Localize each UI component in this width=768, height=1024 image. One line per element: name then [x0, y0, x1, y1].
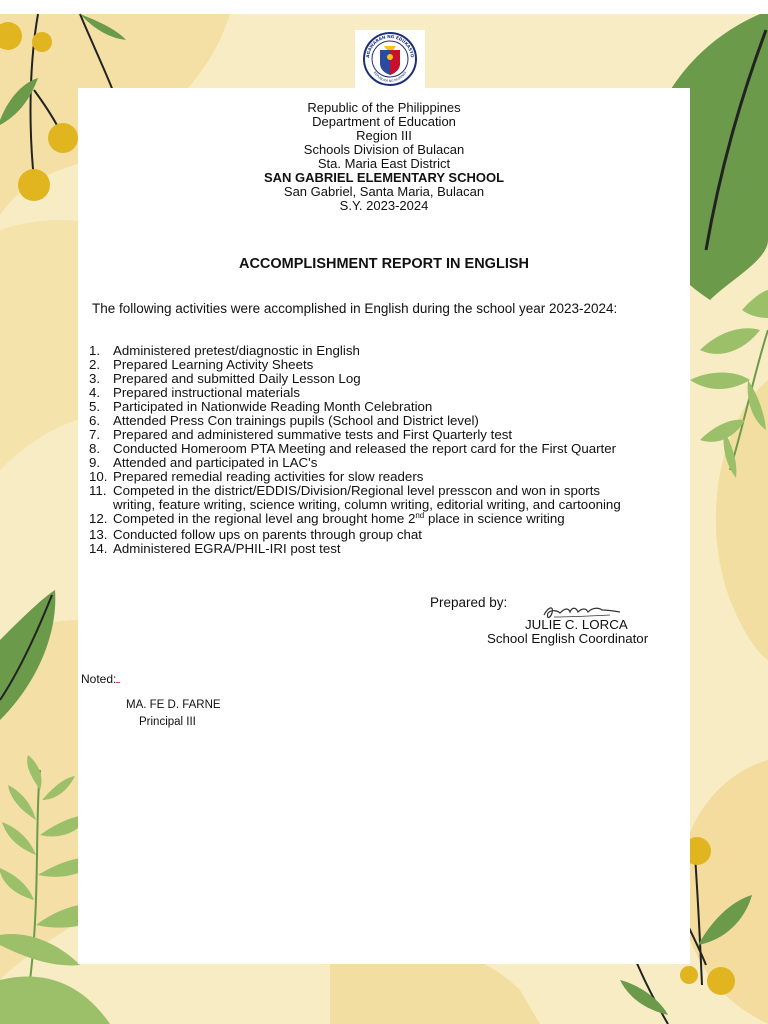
list-item: [89, 372, 709, 386]
list-item-number: 6.: [89, 413, 101, 428]
leaf-bottom-left-big: [0, 976, 110, 1024]
list-item: [89, 528, 709, 542]
accomplishment-list: [89, 344, 709, 556]
list-item: [89, 470, 709, 484]
list-item-number: 13.: [89, 527, 108, 542]
list-item-text: Prepared remedial reading activities for slow readers: [113, 469, 424, 484]
list-item-text: Competed in the district/EDDIS/Division/Regional level presscon and won in sports: [113, 483, 601, 498]
list-item: [89, 484, 709, 498]
school-year: S.Y. 2023-2024: [339, 198, 429, 213]
list-item: [89, 512, 709, 528]
header-line-division: Schools Division of Bulacan: [303, 142, 465, 157]
list-item-number: 5.: [89, 399, 101, 414]
list-item-text: Conducted Homeroom PTA Meeting and released the report card for the First Quarter: [113, 441, 617, 456]
list-item: [89, 344, 709, 358]
list-item-number: 11.: [89, 483, 107, 498]
list-item-number: 3.: [89, 371, 101, 386]
list-item: [89, 414, 709, 428]
deped-seal-icon: [355, 30, 425, 88]
list-item-text: writing, feature writing, science writing, column writing, editorial writing, and cartooning: [113, 497, 621, 512]
noted-label-text: Noted:: [81, 672, 117, 686]
leaf-bottom-right-2: [620, 980, 668, 1015]
list-item: [89, 400, 709, 414]
list-item: [89, 428, 709, 442]
list-item-number: 2.: [89, 357, 101, 372]
noted-underline: [116, 672, 120, 683]
prepared-by-name: JULIE C. LORCA: [525, 617, 628, 632]
header-line-region: Region III: [356, 128, 412, 143]
deped-seal: [355, 30, 425, 88]
list-item: [89, 358, 709, 372]
header-line-department: Department of Education: [312, 114, 456, 129]
prepared-by-position: School English Coordinator: [487, 631, 649, 646]
school-name: SAN GABRIEL ELEMENTARY SCHOOL: [263, 170, 505, 185]
list-item-number: 1.: [89, 343, 101, 358]
list-item: [89, 442, 709, 456]
list-item-text-before: Competed in the regional level ang brought home 2: [113, 511, 416, 526]
list-item-text: Conducted follow ups on parents through group chat: [113, 527, 422, 542]
header-line-district: Sta. Maria East District: [317, 156, 451, 171]
report-title: ACCOMPLISHMENT REPORT IN ENGLISH: [238, 256, 529, 272]
list-item-number: [89, 498, 113, 512]
list-item-text: Attended and participated in LAC's: [113, 455, 318, 470]
prepared-by-label: Prepared by:: [430, 595, 508, 610]
list-item-number: 10.: [89, 469, 108, 484]
list-item-number: 12.: [89, 511, 108, 526]
list-item: [89, 456, 709, 470]
list-item-text-after: place in science writing: [424, 511, 565, 526]
list-item-continuation: [89, 498, 709, 512]
list-item-text: Participated in Nationwide Reading Month Celebration: [113, 399, 433, 414]
berry-10: [707, 967, 735, 995]
header-line-republic: Republic of the Philippines: [307, 100, 461, 115]
list-item-number: 8.: [89, 441, 101, 456]
ordinal-superscript: nd: [415, 511, 425, 520]
leaf-right-2: [700, 328, 760, 354]
list-item-text: Administered EGRA/PHIL-IRI post test: [113, 541, 341, 556]
list-item-text: Prepared and administered summative tests and First Quarterly test: [113, 427, 513, 442]
list-item-text: Attended Press Con trainings pupils (School and District level): [113, 413, 479, 428]
list-item-text: Administered pretest/diagnostic in English: [113, 343, 360, 358]
list-item-text: [113, 512, 565, 528]
noted-label: [81, 672, 120, 686]
list-item-number: 7.: [89, 427, 101, 442]
berry-2: [32, 32, 52, 52]
list-item: [89, 542, 709, 556]
seal-top-text: AGAWARAN NG EDUKASYO: [364, 33, 415, 59]
list-item: [89, 386, 709, 400]
noted-position: Principal III: [139, 716, 196, 728]
list-item-text: Prepared Learning Activity Sheets: [113, 357, 314, 372]
list-item-text: Prepared instructional materials: [113, 385, 300, 400]
school-address: San Gabriel, Santa Maria, Bulacan: [283, 184, 485, 199]
berry-9: [680, 966, 698, 984]
list-item-number: 9.: [89, 455, 101, 470]
noted-name: MA. FE D. FARNE: [126, 699, 221, 711]
list-item-number: 4.: [89, 385, 101, 400]
seal-bottom-text: REPUBLIKA NG PILIPINAS: [372, 70, 408, 84]
intro-paragraph: The following activities were accomplished in English during the school year 2023-2024:: [92, 301, 618, 316]
leaf-right-1: [742, 290, 768, 318]
list-item-number: 14.: [89, 541, 108, 556]
list-item-text: Prepared and submitted Daily Lesson Log: [113, 371, 361, 386]
